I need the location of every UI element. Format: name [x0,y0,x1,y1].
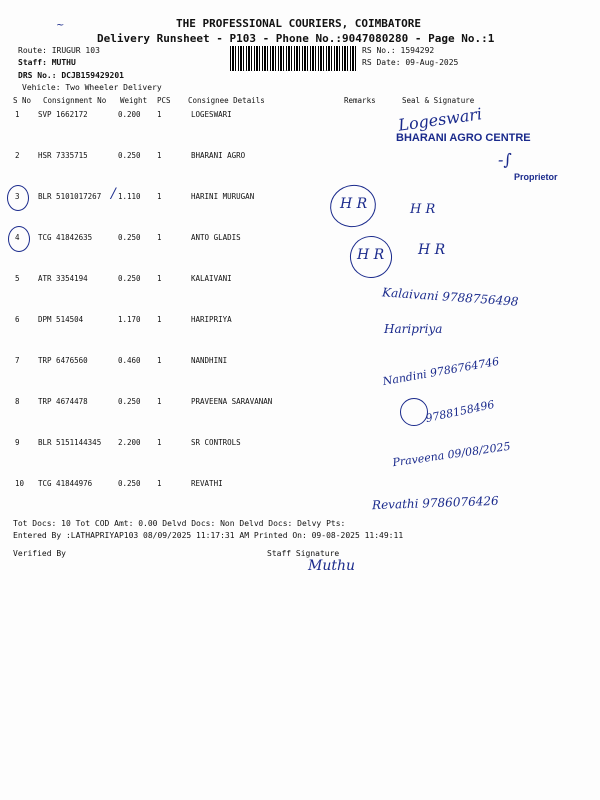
col-consignment: Consignment No [43,96,107,105]
col-pcs: PCS [157,96,171,105]
row-weight: 0.250 [118,274,141,283]
staff-text: Staff: MUTHU [18,58,76,67]
row-pcs: 1 [157,274,162,283]
initials-row4: H R [357,247,385,263]
row-sno: 3 [15,192,20,201]
runsheet-title: Delivery Runsheet - P103 - Phone No.:9047080280 - Page No.:1 [97,32,495,45]
row-weight: 0.250 [118,479,141,488]
table-row [0,274,600,286]
row-consignee: KALAIVANI [191,274,232,283]
row-consignment: ATR 3354194 [38,274,88,283]
rs-date: RS Date: 09-Aug-2025 [362,58,459,67]
row-weight: 2.200 [118,438,141,447]
row-pcs: 1 [157,151,162,160]
entered-by-line: Entered By :LATHAPRIYAP103 08/09/2025 11:17:31 AM Printed On: 09-08-2025 11:49:11 [13,531,404,540]
vehicle-text: Vehicle: Two Wheeler Delivery [22,83,162,92]
row-weight: 0.460 [118,356,141,365]
row-consignee: ANTO GLADIS [191,233,241,242]
row-pcs: 1 [157,356,162,365]
row-pcs: 1 [157,438,162,447]
signature-row4: H R [418,242,446,258]
row-pcs: 1 [157,397,162,406]
circle-mark-row3 [7,185,29,211]
seal-proprietor: Proprietor [514,172,558,182]
row-consignment: BLR 5151144345 [38,438,102,447]
seal-signature-mark: ‐∫ [498,150,512,169]
row-consignment: TCG 41842635 [38,233,93,242]
row-consignee: HARINI MURUGAN [191,192,255,201]
col-sno: S No [13,96,32,105]
seal-stamp: BHARANI AGRO CENTRE [396,132,531,144]
row-consignment: TCG 41844976 [38,479,93,488]
row-weight: 1.170 [118,315,141,324]
table-row [0,397,600,409]
table-row [0,356,600,368]
col-seal: Seal & Signature [402,96,475,105]
circle-mark-row4 [8,226,30,252]
signature-row8: 9788158496 [424,397,496,426]
table-row [0,315,600,327]
signature-row7: Nandini 9786764746 [381,354,501,389]
row-sno: 8 [15,397,20,406]
company-title: THE PROFESSIONAL COURIERS, COIMBATORE [176,17,422,30]
signature-row6: Haripriya [384,322,443,336]
row-weight: 0.250 [118,151,141,160]
col-consignee: Consignee Details [188,96,265,105]
row-pcs: 1 [157,110,162,119]
row-consignee: HARIPRIYA [191,315,232,324]
row-consignee: NANDHINI [191,356,228,365]
col-weight: Weight [120,96,148,105]
row-consignee: LOGESWARI [191,110,232,119]
signature-row9: Praveena 09/08/2025 [391,439,512,470]
row-consignment: TRP 6476560 [38,356,88,365]
row-sno: 2 [15,151,20,160]
row-sno: 6 [15,315,20,324]
row-sno: 7 [15,356,20,365]
row-sno: 4 [15,233,20,242]
barcode-icon [230,46,356,71]
row-weight: 0.250 [118,233,141,242]
signature-row10: Revathi 9786076426 [371,493,499,513]
drs-number: DRS No.: DCJB159429201 [18,71,124,80]
row-sno: 5 [15,274,20,283]
table-row [0,110,600,122]
row-sno: 1 [15,110,20,119]
signature-row1: Logeswari [397,104,484,135]
row-consignment: HSR 7335715 [38,151,88,160]
table-header [0,96,600,108]
table-row [0,479,600,491]
signature-row5: Kalaivani 9788756498 [381,285,519,309]
summary-line: Tot Docs: 10 Tot COD Amt: 0.00 Delvd Docs: Non Delvd Docs: Delvy Pts: [13,519,346,528]
row-weight: 0.200 [118,110,141,119]
row-pcs: 1 [157,233,162,242]
row-pcs: 1 [157,192,162,201]
table-row [0,233,600,245]
row-weight: 1.110 [118,192,141,201]
initials-row3: H R [340,196,368,212]
row-pcs: 1 [157,315,162,324]
verified-by-label: Verified By [13,549,66,558]
table-row [0,192,600,204]
row-consignment: DPM 514504 [38,315,84,324]
signature-row3: H R [410,202,436,217]
rs-number: RS No.: 1594292 [362,46,435,55]
staff-signature: Muthu [308,558,356,574]
row-consignee: BHARANI AGRO [191,151,246,160]
route-text: Route: IRUGUR 103 [18,46,100,55]
row-weight: 0.250 [118,397,141,406]
row-consignment: TRP 4674478 [38,397,88,406]
row-consignment: SVP 1662172 [38,110,88,119]
staff-signature-label: Staff Signature [267,549,340,558]
row-pcs: 1 [157,479,162,488]
pen-mark: ~ [56,20,65,31]
row-consignee: REVATHI [191,479,223,488]
row-consignee: SR CONTROLS [191,438,241,447]
row-sno: 9 [15,438,20,447]
row-consignment: BLR 5101017267 [38,192,102,201]
col-remarks: Remarks [344,96,376,105]
row-consignee: PRAVEENA SARAVANAN [191,397,273,406]
pen-tick-mark: / [111,186,116,202]
row-sno: 10 [15,479,25,488]
